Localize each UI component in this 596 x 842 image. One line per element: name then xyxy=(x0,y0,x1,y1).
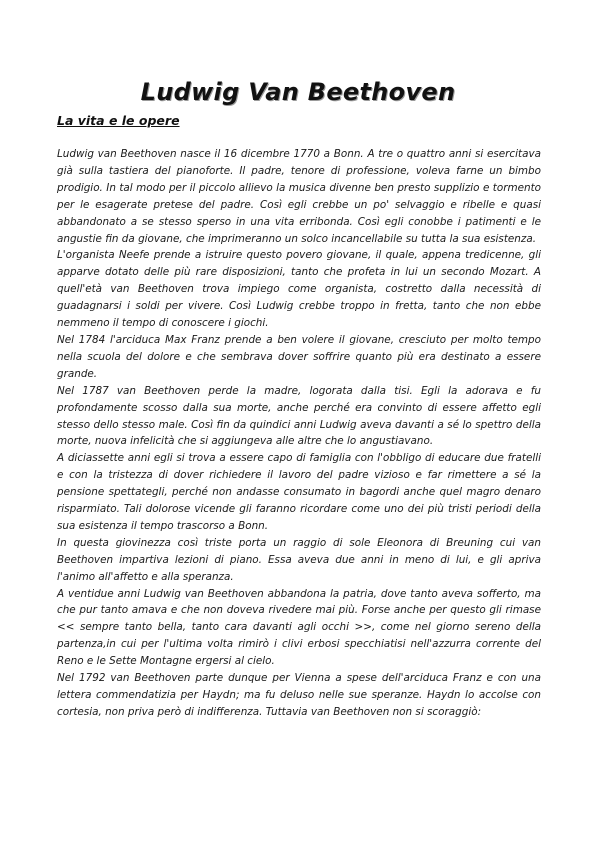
page-title: Ludwig Van Beethoven xyxy=(140,78,456,106)
paragraph: A diciassette anni egli si trova a essere capo di famiglia con l'obbligo di educare due fratelli e con la tristezza di dover richiedere il lavoro del padre vizioso e far rimettere a sé la pensione spettategli, perché non andasse consumato in bagordi anche quel magro denaro risparmiato. Tali dolorose vicende gli faranno ricordare come uno dei più tristi periodi della sua esistenza il tempo trascorso a Bonn. xyxy=(57,452,541,532)
paragraph: L'organista Neefe prende a istruire questo povero giovane, il quale, appena tredicenne, gli apparve dotato delle più rare disposizioni, tanto che profeta in lui un secondo Mozart. A quell'età van Beethoven trova impiego come organista, costretto dalla necessità di guadagnarsi i soldi per vivere. Così Ludwig crebbe troppo in fretta, tanto che non ebbe nemmeno il tempo di conoscere i giochi. xyxy=(57,249,541,330)
section-subtitle: La vita e le opere xyxy=(57,113,180,128)
paragraph: Ludwig van Beethoven nasce il 16 dicembre 1770 a Bonn. A tre o quattro anni si esercitava già sulla tastiera del pianoforte. Il padre, tenore di professione, voleva farne un bimbo prodigio. In tal modo per il piccolo allievo la musica divenne ben presto supplizio e tormento per le esagerate pretese del padre. Così egli crebbe un po' selvaggio e ribelle e quasi abbandonato a se stesso sperso in una vita erribonda. Così egli conobbe i patimenti e le angustie fin da giovane, che imprimeranno un solco incancellabile su tutta la sua esistenza. xyxy=(57,148,541,245)
paragraph: Nel 1792 van Beethoven parte dunque per Vienna a spese dell'arciduca Franz e con una lettera commendatizia per Haydn; ma fu deluso nelle sue speranze. Haydn lo accolse con cortesia, non priva però di indifferenza. Tuttavia van Beethoven non si scoraggiò: xyxy=(57,672,541,718)
paragraph: Nel 1784 l'arciduca Max Franz prende a ben volere il giovane, cresciuto per molto tempo nella scuola del dolore e che sembrava dover soffrire quanto più era destinato a essere grande. xyxy=(57,333,541,380)
paragraph: A ventidue anni Ludwig van Beethoven abbandona la patria, dove tanto aveva sofferto, ma che pur tanto amava e che non doveva rivedere mai più. Forse anche per questo gli rimase << sempre tanto bella, tanto cara davanti agli occhi >>, come nel giorno sereno della partenza,in cui per l'ultima volta rimirò i clivi erbosi specchiatisi nell'azzurra corrente del Reno e le Sette Montagne ergersi al cielo. xyxy=(57,587,541,668)
body-text xyxy=(57,146,541,721)
paragraph: Nel 1787 van Beethoven perde la madre, logorata dalla tisi. Egli la adorava e fu profondamente scosso dalla sua morte, anche perché era convinto di essere affetto egli stesso dello stesso male. Così fin da quindici anni Ludwig aveva davanti a sé lo spettro della morte, nuova infelicità che si aggiungeva alle altre che lo angustiavano. xyxy=(57,384,541,448)
paragraph: In questa giovinezza così triste porta un raggio di sole Eleonora di Breuning cui van Beethoven impartiva lezioni di piano. Essa aveva due anni in meno di lui, e gli apriva l'animo all'affetto e alla speranza. xyxy=(57,536,541,583)
